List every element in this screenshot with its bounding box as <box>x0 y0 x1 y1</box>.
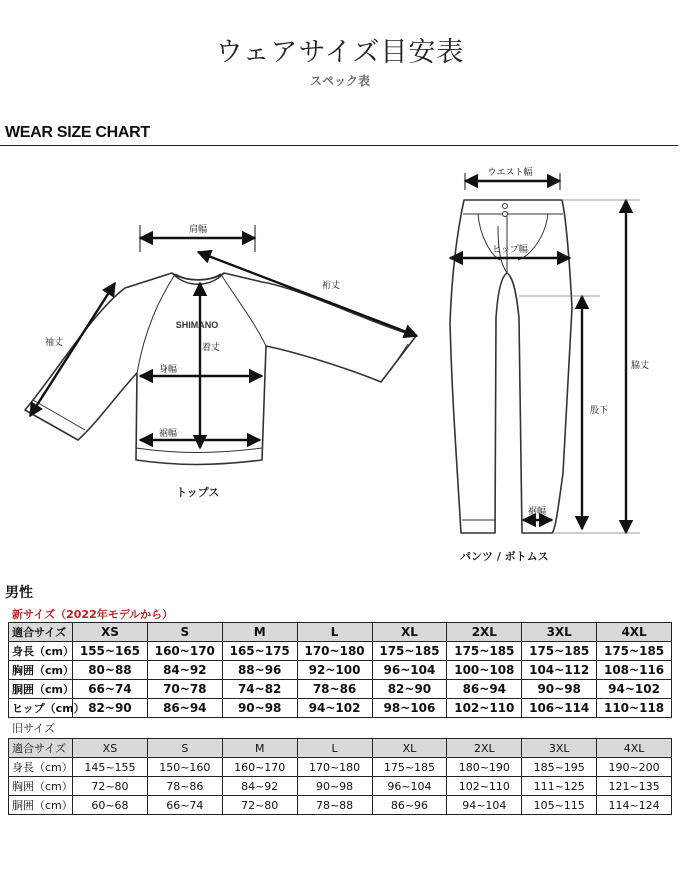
table-cell: 86~96 <box>372 796 447 815</box>
table-cell: 150~160 <box>147 758 222 777</box>
row-label-cell: 身長（cm） <box>9 758 73 777</box>
table-cell: 160~170 <box>222 758 297 777</box>
table-cell: 60~68 <box>73 796 148 815</box>
table-cell: 78~86 <box>297 680 372 699</box>
table-cell: 2XL <box>447 623 522 642</box>
table-cell: 190~200 <box>597 758 672 777</box>
yuki-label: 裄丈 <box>322 281 341 291</box>
row-label-cell: 身長（cm） <box>9 642 73 661</box>
old-size-label: 旧サイズ <box>12 722 56 735</box>
table-cell: 78~86 <box>147 777 222 796</box>
table-cell: 165~175 <box>222 642 297 661</box>
table-cell: 108~116 <box>597 661 672 680</box>
table-cell: 98~106 <box>372 699 447 718</box>
table-cell: 84~92 <box>222 777 297 796</box>
table-cell: 100~108 <box>447 661 522 680</box>
row-label-cell: 胸囲（cm） <box>9 777 73 796</box>
row-label-cell: 適合サイズ <box>9 739 73 758</box>
table-cell: 121~135 <box>597 777 672 796</box>
table-cell: 3XL <box>522 739 597 758</box>
row-label-cell: 適合サイズ <box>9 623 73 642</box>
sleeve-label: 袖丈 <box>45 338 64 348</box>
table-row <box>9 699 672 718</box>
table-cell: 175~185 <box>447 642 522 661</box>
table-cell: XS <box>73 623 148 642</box>
table-cell: XL <box>372 623 447 642</box>
table-cell: 114~124 <box>597 796 672 815</box>
table-cell: 111~125 <box>522 777 597 796</box>
table-cell: 104~112 <box>522 661 597 680</box>
table-cell: XL <box>372 739 447 758</box>
table-cell: M <box>222 739 297 758</box>
table-header-row <box>9 623 672 642</box>
old-size-table <box>8 738 672 815</box>
table-row <box>9 642 672 661</box>
table-cell: 82~90 <box>372 680 447 699</box>
table-row <box>9 758 672 777</box>
hip-label: ヒップ幅 <box>492 245 528 255</box>
table-row <box>9 661 672 680</box>
table-cell: 78~88 <box>297 796 372 815</box>
table-header-row <box>9 739 672 758</box>
table-cell: S <box>147 623 222 642</box>
table-cell: 170~180 <box>297 642 372 661</box>
table-cell: S <box>147 739 222 758</box>
table-cell: 92~100 <box>297 661 372 680</box>
table-cell: 70~78 <box>147 680 222 699</box>
table-cell: 96~104 <box>372 661 447 680</box>
men-label: 男性 <box>5 585 33 601</box>
table-cell: M <box>222 623 297 642</box>
table-cell: L <box>297 739 372 758</box>
table-cell: 72~80 <box>73 777 148 796</box>
page-title: ウェアサイズ目安表 <box>215 37 465 68</box>
table-row <box>9 680 672 699</box>
side-length-label: 脇丈 <box>631 361 650 371</box>
length-label: 着丈 <box>202 343 221 353</box>
table-cell: 84~92 <box>147 661 222 680</box>
table-cell: 2XL <box>447 739 522 758</box>
measurement-diagram <box>0 148 680 578</box>
table-cell: 74~82 <box>222 680 297 699</box>
table-cell: 180~190 <box>447 758 522 777</box>
pants-caption: パンツ / ボトムス <box>460 550 549 563</box>
table-cell: 90~98 <box>522 680 597 699</box>
table-cell: 185~195 <box>522 758 597 777</box>
table-cell: 175~185 <box>597 642 672 661</box>
tops-caption: トップス <box>176 486 220 499</box>
table-cell: 82~90 <box>73 699 148 718</box>
table-cell: 4XL <box>597 739 672 758</box>
hem-width-label: 裾幅 <box>158 429 178 439</box>
inseam-label: 股下 <box>590 406 609 416</box>
table-row <box>9 796 672 815</box>
table-cell: 66~74 <box>147 796 222 815</box>
table-cell: 175~185 <box>372 758 447 777</box>
new-size-label: 新サイズ（2022年モデルから） <box>12 608 174 621</box>
shoulder-label: 肩幅 <box>188 225 208 235</box>
table-cell: 105~115 <box>522 796 597 815</box>
table-cell: 94~104 <box>447 796 522 815</box>
section-divider <box>0 145 678 146</box>
table-cell: 175~185 <box>372 642 447 661</box>
row-label-cell: ヒップ（cm） <box>9 699 73 718</box>
section-heading: WEAR SIZE CHART <box>5 124 150 141</box>
table-cell: 160~170 <box>147 642 222 661</box>
shirt-logo: SHIMANO <box>175 320 219 330</box>
table-cell: XS <box>73 739 148 758</box>
table-cell: 90~98 <box>297 777 372 796</box>
table-cell: 88~96 <box>222 661 297 680</box>
row-label-cell: 胴囲（cm） <box>9 796 73 815</box>
table-cell: 3XL <box>522 623 597 642</box>
table-cell: 86~94 <box>147 699 222 718</box>
new-size-table <box>8 622 672 718</box>
tops-illustration <box>25 273 416 465</box>
body-width-label: 身幅 <box>158 365 178 375</box>
table-cell: 106~114 <box>522 699 597 718</box>
table-cell: 94~102 <box>597 680 672 699</box>
pants-hem-label: 裾幅 <box>527 507 547 517</box>
table-cell: 94~102 <box>297 699 372 718</box>
waist-label: ウエスト幅 <box>487 168 533 178</box>
table-cell: 80~88 <box>73 661 148 680</box>
table-cell: 170~180 <box>297 758 372 777</box>
page-subtitle: スペック表 <box>309 74 370 88</box>
table-cell: 102~110 <box>447 777 522 796</box>
row-label-cell: 胴囲（cm） <box>9 680 73 699</box>
table-cell: 175~185 <box>522 642 597 661</box>
table-cell: 110~118 <box>597 699 672 718</box>
table-cell: 155~165 <box>73 642 148 661</box>
row-label-cell: 胸囲（cm） <box>9 661 73 680</box>
table-row <box>9 777 672 796</box>
table-cell: 66~74 <box>73 680 148 699</box>
table-cell: 145~155 <box>73 758 148 777</box>
table-cell: 4XL <box>597 623 672 642</box>
table-cell: L <box>297 623 372 642</box>
table-cell: 96~104 <box>372 777 447 796</box>
table-cell: 86~94 <box>447 680 522 699</box>
table-cell: 90~98 <box>222 699 297 718</box>
table-cell: 102~110 <box>447 699 522 718</box>
table-cell: 72~80 <box>222 796 297 815</box>
